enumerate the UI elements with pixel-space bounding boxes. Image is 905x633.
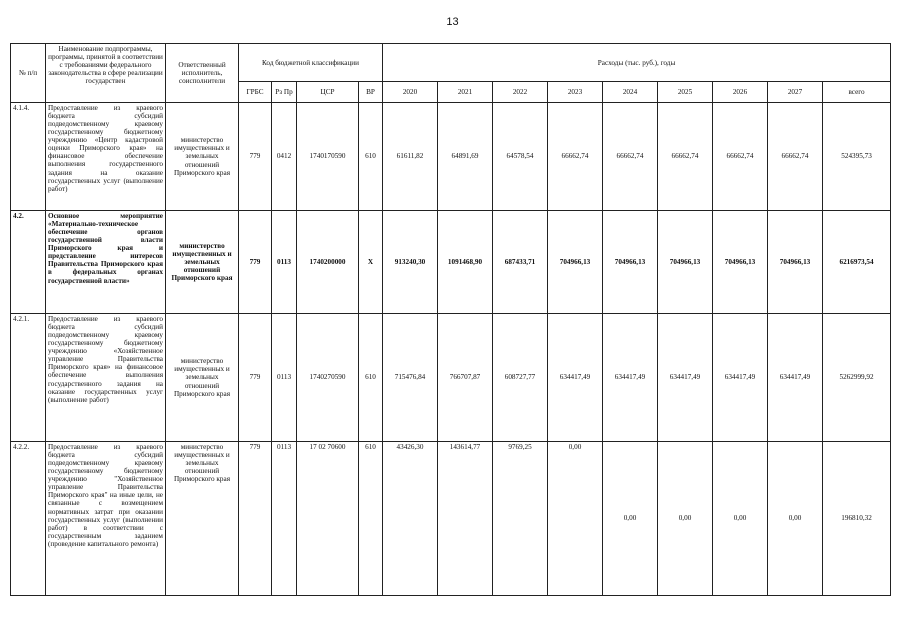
row-number: 4.2.2. (11, 442, 46, 596)
row-csr: 1740270590 (297, 314, 359, 442)
row-value-total: 196810,32 (823, 442, 891, 596)
row-value-2024: 0,00 (603, 442, 658, 596)
row-vr: 610 (359, 442, 383, 596)
row-grbs: 779 (239, 103, 272, 211)
table-row (11, 103, 891, 211)
row-value-2027: 634417,49 (768, 314, 823, 442)
header-rzpr: Рз Пр (272, 82, 297, 103)
row-value-2021: 766707,87 (438, 314, 493, 442)
row-value-2026: 634417,49 (713, 314, 768, 442)
page-number: 13 (446, 16, 459, 28)
row-number: 4.2. (11, 211, 46, 314)
row-value-2025: 66662,74 (658, 103, 713, 211)
row-value-2026: 66662,74 (713, 103, 768, 211)
row-value-2023: 66662,74 (548, 103, 603, 211)
header-name: Наименование подпрограммы, программы, принятой в соответствии с требованиями федерального законодательства в сфере реализации государствен (46, 44, 166, 103)
row-value-2020: 913240,30 (383, 211, 438, 314)
row-vr: X (359, 211, 383, 314)
row-value-2022: 608727,77 (493, 314, 548, 442)
row-value-2025: 0,00 (658, 442, 713, 596)
row-value-2021: 143614,77 (438, 442, 493, 596)
header-csr: ЦСР (297, 82, 359, 103)
row-value-2020: 715476,84 (383, 314, 438, 442)
header-year-2020: 2020 (383, 82, 438, 103)
row-vr: 610 (359, 103, 383, 211)
header-grbs: ГРБС (239, 82, 272, 103)
header-no: № п/п (11, 44, 46, 103)
row-value-2023: 634417,49 (548, 314, 603, 442)
row-value-total: 524395,73 (823, 103, 891, 211)
row-number: 4.1.4. (11, 103, 46, 211)
row-name: Предоставление из краевого бюджета субсидий подведомственному краевому государственному бюджетному учреждению «Центр кадастровой оценки Приморского края» на финансовое обеспечение выполнения государственного задания на оказание государственных услуг (выполнение работ) (46, 103, 166, 211)
row-number: 4.2.1. (11, 314, 46, 442)
row-value-total: 6216973,54 (823, 211, 891, 314)
row-executor: министерство имущественных и земельных отношений Приморского края (166, 314, 239, 442)
row-rzpr: 0113 (272, 314, 297, 442)
row-value-2024: 66662,74 (603, 103, 658, 211)
row-value-total: 5262999,92 (823, 314, 891, 442)
row-rzpr: 0412 (272, 103, 297, 211)
row-value-2022: 9769,25 (493, 442, 548, 596)
row-value-2021: 1091468,90 (438, 211, 493, 314)
row-value-2023: 704966,13 (548, 211, 603, 314)
header-total: всего (823, 82, 891, 103)
row-name: Предоставление из краевого бюджета субсидий подведомственному краевому государственному бюджетному учреждению "Хозяйственное управление Правительства Приморского края" на иные цели, не связанные с возмещением нормативных затрат при оказании государственных услуг (выполнении работ) в соответствии с государственным заданием (проведение капитального ремонта) (46, 442, 166, 596)
row-value-2026: 0,00 (713, 442, 768, 596)
header-vr: ВР (359, 82, 383, 103)
row-value-2024: 704966,13 (603, 211, 658, 314)
row-value-2023: 0,00 (548, 442, 603, 596)
budget-table (10, 43, 891, 596)
row-name: Предоставление из краевого бюджета субсидий подведомственному краевому государственному бюджетному учреждению «Хозяйственное управление Правительства Приморского края» на финансовое обеспечение выполнения государственного задания на оказание государственных услуг (выполнение работ) (46, 314, 166, 442)
row-value-2022: 687433,71 (493, 211, 548, 314)
table-row (11, 211, 891, 314)
row-rzpr: 0113 (272, 442, 297, 596)
header-executor: Ответственный исполнитель, соисполнители (166, 44, 239, 103)
header-expenses: Расходы (тыс. руб.), годы (383, 44, 891, 82)
header-year-2026: 2026 (713, 82, 768, 103)
row-value-2025: 634417,49 (658, 314, 713, 442)
row-vr: 610 (359, 314, 383, 442)
row-value-2021: 64891,69 (438, 103, 493, 211)
row-grbs: 779 (239, 442, 272, 596)
row-executor: министерство имущественных и земельных отношений Приморского края (166, 103, 239, 211)
header-year-2025: 2025 (658, 82, 713, 103)
row-value-2027: 0,00 (768, 442, 823, 596)
row-value-2020: 43426,30 (383, 442, 438, 596)
header-budget-code: Код бюджетной классификации (239, 44, 383, 82)
row-value-2020: 61611,82 (383, 103, 438, 211)
header-year-2022: 2022 (493, 82, 548, 103)
header-year-2024: 2024 (603, 82, 658, 103)
row-value-2027: 66662,74 (768, 103, 823, 211)
header-year-2027: 2027 (768, 82, 823, 103)
row-csr: 1740170590 (297, 103, 359, 211)
row-csr: 1740200000 (297, 211, 359, 314)
row-value-2027: 704966,13 (768, 211, 823, 314)
row-grbs: 779 (239, 211, 272, 314)
table-row (11, 314, 891, 442)
row-rzpr: 0113 (272, 211, 297, 314)
table-row (11, 442, 891, 596)
row-csr: 17 02 70600 (297, 442, 359, 596)
row-name: Основное мероприятие «Материально-техническое обеспечение органов государственной власти Приморского края и представление интересов Правительства Приморского края в федеральных органах государственной власти» (46, 211, 166, 314)
header-year-2023: 2023 (548, 82, 603, 103)
row-value-2026: 704966,13 (713, 211, 768, 314)
header-year-2021: 2021 (438, 82, 493, 103)
row-executor: министерство имущественных и земельных отношений Приморского края (166, 211, 239, 314)
row-value-2024: 634417,49 (603, 314, 658, 442)
row-value-2022: 64578,54 (493, 103, 548, 211)
row-grbs: 779 (239, 314, 272, 442)
row-value-2025: 704966,13 (658, 211, 713, 314)
row-executor: министерство имущественных и земельных отношений Приморского края (166, 442, 239, 596)
